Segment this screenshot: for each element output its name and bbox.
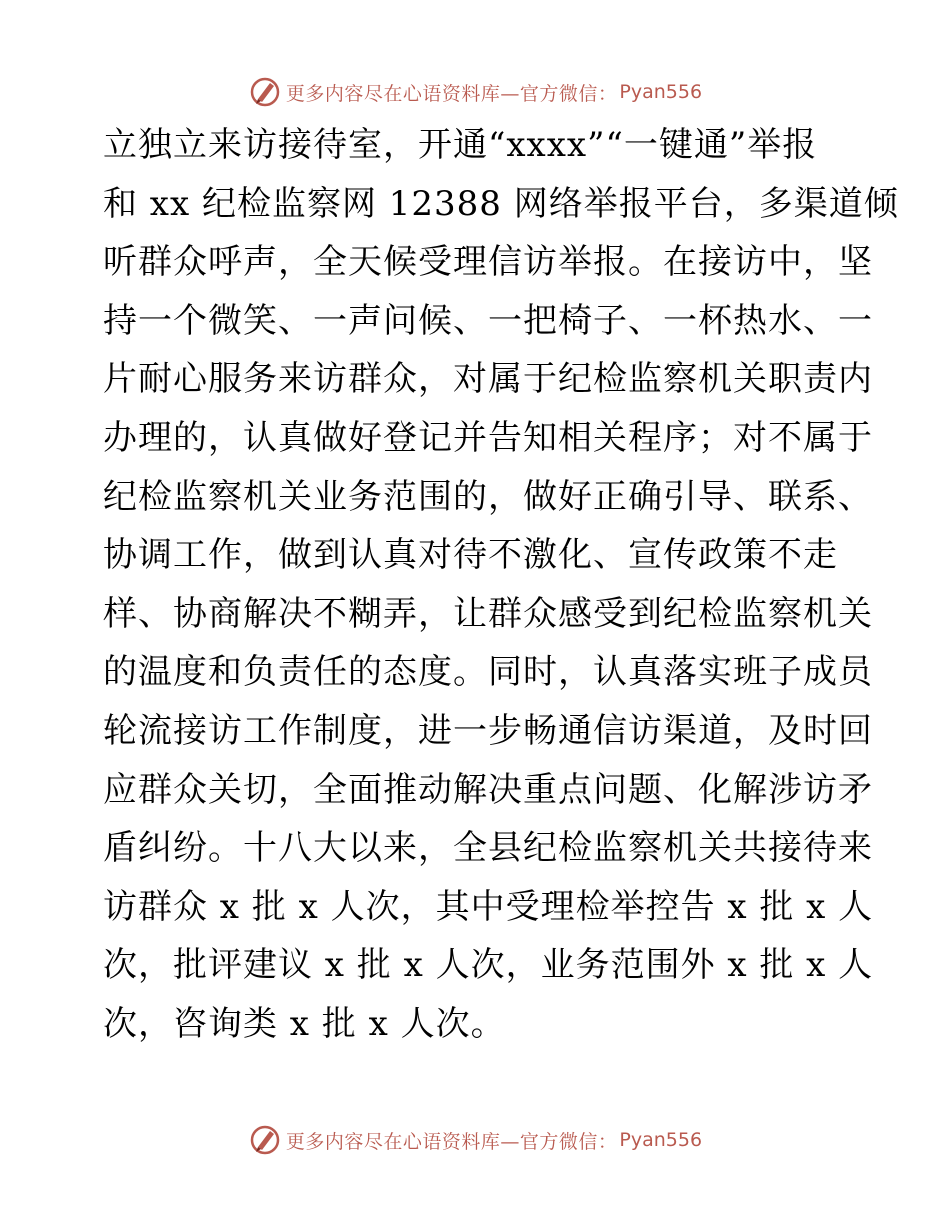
- text-line: 协调工作，做到认真对待不激化、宣传政策不走: [103, 535, 838, 576]
- text-line: 持一个微笑、一声问候、一把椅子、一杯热水、一: [103, 300, 873, 341]
- text-line: 应群众关切，全面推动解决重点问题、化解涉访矛: [103, 769, 873, 810]
- footer-watermark: [0, 1120, 950, 1160]
- watermark-handle: Pyan556: [619, 1129, 703, 1151]
- text-line: 次，咨询类 x 批 x 人次。: [103, 1003, 506, 1044]
- watermark-handle: Pyan556: [619, 81, 703, 103]
- text-line: 样、协商解决不糊弄，让群众感受到纪检监察机关: [103, 593, 873, 634]
- header-watermark: [0, 72, 950, 112]
- text-line: 次，批评建议 x 批 x 人次，业务范围外 x 批 x 人: [103, 945, 874, 986]
- text-line: 听群众呼声，全天候受理信访举报。在接访中，坚: [103, 242, 873, 283]
- text-line: 盾纠纷。十八大以来，全县纪检监察机关共接待来: [103, 828, 873, 869]
- pen-logo-icon: [248, 75, 282, 109]
- watermark-text: 更多内容尽在心语资料库—官方微信：: [285, 82, 618, 105]
- document-paragraph: [103, 116, 899, 1054]
- text-line: 纪检监察机关业务范围的，做好正确引导、联系、: [103, 476, 873, 517]
- text-line: 轮流接访工作制度，进一步畅通信访渠道，及时回: [103, 710, 873, 751]
- watermark-text: 更多内容尽在心语资料库—官方微信：: [285, 1130, 618, 1153]
- pen-logo-icon: [248, 1123, 282, 1157]
- text-line: 的温度和负责任的态度。同时，认真落实班子成员: [103, 652, 873, 693]
- text-line: 办理的，认真做好登记并告知相关程序；对不属于: [103, 417, 873, 458]
- text-line: 和 xx 纪检监察网 12388 网络举报平台，多渠道倾: [103, 183, 899, 224]
- text-line: 片耐心服务来访群众，对属于纪检监察机关职责内: [103, 359, 873, 400]
- text-line: 访群众 x 批 x 人次，其中受理检举控告 x 批 x 人: [103, 886, 874, 927]
- text-line: 立独立来访接待室，开通“xxxx”“一键通”举报: [103, 125, 818, 165]
